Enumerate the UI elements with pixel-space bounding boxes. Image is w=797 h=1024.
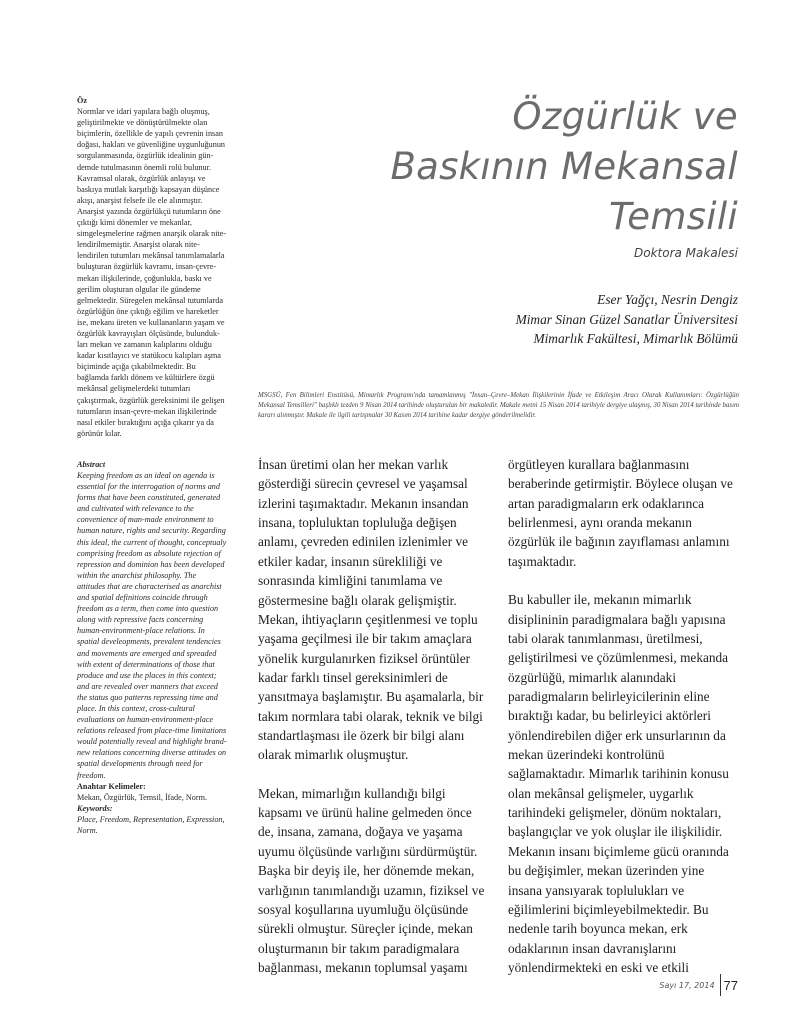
author-faculty: Mimarlık Fakültesi, Mimarlık Bölümü — [533, 331, 738, 346]
text-line: taşımaktadır. — [508, 553, 577, 569]
text-line: along with repressive facts concerning — [77, 615, 204, 625]
text-line: insana, topluluktan topluluğa değişen — [258, 515, 457, 531]
article-title — [318, 92, 738, 242]
title-line: Özgürlük ve — [512, 95, 738, 138]
text-line: kadar farklı tinsel gereksinimleri de — [258, 669, 448, 685]
text-line: kadar kısıtlayıcı ve statükocu kalıpları aşma — [77, 351, 221, 361]
text-line: etkiler kadar, insanın sürekliliği ve — [258, 553, 443, 569]
text-line: de, insana, zamana, doğaya ve yaşama — [258, 824, 463, 840]
text-line: comprising freedom as absolute rejection of — [77, 548, 221, 558]
text-line: Norm. — [77, 826, 98, 835]
text-line: repression and dominion has been developed — [77, 559, 225, 569]
text-line: gelmektedir. Süregelen mekânsal tutumlarda — [77, 295, 223, 305]
text-line: sağlamaktadır. Mimarlık tarihinin konusu — [508, 766, 729, 782]
text-line: biçiminde açığa çıkabilmektedir. Bu — [77, 362, 196, 372]
text-line: sürekli olmuştur. Süreçler içinde, mekan — [258, 921, 473, 937]
title-line: Baskının Mekansal — [390, 145, 738, 188]
text-line: doğası, hakları ve güvenliğine uygunluğunun — [77, 140, 226, 150]
text-line: sosyal koşullarına uyumluğu ölçüsünde — [258, 901, 469, 917]
text-line: bağlanması, mekanın toplumsal yaşamı — [258, 959, 468, 975]
text-line: this ideal, the current of thought, conceptualy — [77, 537, 227, 547]
text-line: with extent of determinations of those that — [77, 659, 215, 669]
text-line: geliştirilmesi ve çözümlenmesi, mekanda — [508, 650, 729, 666]
abstract-text — [77, 470, 252, 781]
text-line: olarak mimarlık oluşmuştur. — [258, 747, 409, 763]
text-line: simgeleşmelerine rağmen anarşik olarak nite- — [77, 229, 227, 239]
text-line: attitudes that are characterised as anarchist — [77, 581, 222, 591]
text-line: göstermesine bağlı olarak gelişmiştir. — [258, 592, 457, 608]
oz-text — [77, 106, 252, 439]
text-line: biçimlerin, özellikle de yapılı çevrenin insan — [77, 129, 223, 139]
text-line: kapsamı ve ürünü haline gelmeden önce — [258, 805, 472, 821]
text-line: mekânsal gelişmelerdeki tutumları — [77, 384, 191, 394]
text-line: olan mekânsal gelişmeler, uygarlık — [508, 785, 694, 801]
text-line: spatial developments through need for — [77, 759, 203, 769]
keywords-en-heading: Keywords: — [77, 803, 113, 813]
author-university: Mimar Sinan Güzel Sanatlar Üniversitesi — [515, 311, 738, 327]
text-line: geliştirilmekte ve dönüştürülmekte olan — [77, 118, 208, 128]
text-line: Mekanın insanı biçimleme gücü oranında — [508, 843, 729, 859]
text-line: belirlenmesi, aynı oranda mekanın — [508, 515, 692, 531]
text-line: nasıl etkiler bıraktığını açığa çıkarır ya da — [77, 417, 214, 427]
abstract-heading: Abstract — [77, 459, 106, 469]
page-footer — [659, 974, 738, 996]
text-line: varlığının tanımlandığı uzamın, fiziksel ve — [258, 882, 485, 898]
text-line: özgürlük ile bağının zayıflaması anlamını — [508, 534, 730, 550]
body-column-1 — [258, 455, 490, 977]
body-column-2 — [508, 455, 740, 977]
text-line: İnsan üretimi olan her mekan varlık — [258, 457, 449, 472]
text-line: freedom. — [77, 770, 106, 780]
text-line: relations released from place-time limitations — [77, 726, 227, 736]
text-line: tutumların insan-çevre-mekan ilişkilerinde — [77, 406, 217, 416]
text-line: tarihindeki gelişmeler, dönüm noktaları, — [508, 805, 722, 821]
text-line: yansıtmaya başlamıştır. Bu aşamalarla, bir — [258, 689, 484, 705]
page-number: 77 — [723, 977, 738, 993]
text-line: yönlendirmekteki en eski ve etkili — [508, 959, 689, 975]
text-line: ları mekan ve zamanın kalıplarını olduğu — [77, 340, 212, 350]
keywords-tr-heading: Anahtar Kelimeler: — [77, 781, 146, 791]
article-note: MSGSÜ, Fen Bilimleri Enstitüsü, Mimarlık Programı'nda tamamlanmış "İnsan–Çevre–Mekan İlişkilerinin İfade ve Etkileşim Aracı Olarak Kullanımları: Özgürlüğün Mekansal Temsilleri" başlıklı tezden 9 Nisan 2014 tarihinde oluşturulan bir makaledir. Makale metni 15 Nisan 2014 tarihiyle dergiye ulaşmış, 30 Nisan 2014 tarihinde basım kararı alınmıştır. Makale ile ilgili tartışmalar 30 Kasım 2014 tarihine kadar dergiye gönderilmelidir. — [258, 392, 739, 420]
keywords-en — [77, 814, 252, 836]
text-line: bu değişimler, mekan üzerinden yine — [508, 863, 705, 879]
text-line: evaluations on human-environment-place — [77, 715, 214, 725]
text-line: essential for the interrogation of norms and — [77, 482, 220, 492]
oz-heading: Öz — [77, 96, 88, 105]
text-line: gerilim oluşturan olgular ile gündeme — [77, 284, 201, 294]
text-line: sonrasında kimliğini tanımlama ve — [258, 573, 443, 589]
text-line: human nature, rights and security. Regarding — [77, 526, 226, 536]
text-line: akışı, anarşist felsefe ile ele alınmıştır. — [77, 195, 203, 205]
text-line: çıktığı kimi dönemler ve mekanlar, — [77, 218, 192, 228]
text-line: özgürlük kavrayışları ölçüsünde, bulunduk- — [77, 328, 220, 338]
text-line: paradigmaların belirleyicilerinin eline — [508, 688, 710, 704]
text-line: spatial develeopments, prevalent tendencies — [77, 637, 221, 647]
text-line: anlamı, çevreden edinilen izlenimler ve — [258, 534, 469, 550]
text-line: Keeping freedom as an ideal on agenda is — [77, 471, 215, 480]
text-line: Normlar ve idari yapılara bağlı oluşmuş, — [77, 107, 210, 117]
text-line: demde tutulmasının önemli rolü bulunur. — [77, 162, 211, 172]
text-line: baskıya mutlak karşıtlığı kapsayan düşünce — [77, 184, 220, 194]
text-line: produce and use the places in this context; — [77, 670, 217, 680]
text-line: Mekan, mimarlığın kullandığı bilgi — [258, 785, 446, 801]
text-line: örgütleyen kurallara bağlanmasını — [508, 457, 690, 472]
body-paragraph — [258, 455, 490, 765]
text-line: odaklarının insan davranışlarını — [508, 940, 677, 956]
author-names: Eser Yağçı, Nesrin Dengiz — [597, 292, 738, 307]
text-line: would potentially reveal and highlight brand- — [77, 737, 227, 747]
text-line: Mekan, ihtiyaçların çeşitlenmesi ve toplu — [258, 611, 478, 627]
text-line: özgürlüğü, mimarlık alanındaki — [508, 669, 677, 685]
text-line: tabi olarak tanımlanması, üretilmesi, — [508, 630, 703, 646]
text-line: insana yansıyarak toplulukları ve — [508, 882, 685, 898]
text-line: Bu kabuller ile, mekanın mimarlık — [508, 592, 692, 608]
text-line: and are revealed over manners that exceed — [77, 681, 218, 691]
text-line: yönlendirebilen diğer erk unsurlarının da — [508, 727, 726, 743]
text-line: and cultivated with relevance to the — [77, 504, 194, 514]
author-block — [516, 290, 738, 349]
text-line: mekan ilişkilerinde, çoğunlukla, baskı ve — [77, 273, 212, 283]
text-line: görünür kılar. — [77, 428, 122, 438]
text-line: Kavramsal olarak, özgürlük anlayışı ve — [77, 173, 206, 183]
body-paragraph — [258, 784, 490, 978]
text-line: sorgulanmasında, özgürlük idealinin gün- — [77, 151, 214, 161]
text-line: convenience of man-made environment to — [77, 515, 214, 525]
body-paragraph — [508, 590, 740, 977]
text-line: özgürlüğün öne çıktığı eğilim ve hareketler — [77, 306, 219, 316]
text-line: forms that have been constituted, generated — [77, 493, 221, 503]
text-line: buluşturan özgürlük kavramı, insan-çevre- — [77, 262, 217, 272]
text-line: lendirilmemiştir. Anarşist olarak nite- — [77, 240, 200, 250]
text-line: lendirilen tutumları mekânsal tanımlamalarla — [77, 251, 225, 261]
title-line: Temsili — [608, 195, 738, 238]
text-line: standartlaşması ile özerk bir bilgi alanı — [258, 728, 465, 744]
text-line: Anarşist yazında özgürlükçü tutumların öne — [77, 206, 221, 216]
text-line: place. In this context, cross-cultural — [77, 703, 195, 713]
text-line: bıraktığı kadar, bu belirleyici aktörleri — [508, 708, 711, 724]
text-line: yönelik kurgulanırken fiziksel örüntüler — [258, 650, 471, 666]
text-line: çakıştırmak, özgürlük gereksinimi ile gelişen — [77, 395, 225, 405]
text-line: uyumu ölçüsünde varlığını sürdürmüştür. — [258, 843, 478, 859]
text-line: and spatial definitions coincide through — [77, 593, 208, 603]
text-line: beraberinde getirmiştir. Böylece oluşan ve — [508, 476, 733, 492]
text-line: izlerini taşımaktadır. Mekanın insandan — [258, 495, 469, 511]
text-line: bağlamda farklı dönem ve kültürlere özgü — [77, 373, 215, 383]
text-line: Place, Freedom, Representation, Expression, — [77, 814, 225, 824]
text-line: ise, mekanı üreten ve kullananların yaşam ve — [77, 317, 225, 327]
text-line: freedom as a term, then come into question — [77, 604, 219, 614]
text-line: nedenle tarih boyunca mekan, erk — [508, 921, 688, 937]
text-line: the status quo patterns repressing time and — [77, 692, 218, 702]
text-line: gösterdiği sürecin çevresel ve yaşamsal — [258, 476, 468, 492]
text-line: human-environment-place relations. In — [77, 626, 205, 636]
text-line: mekan üzerindeki kontrolünü — [508, 747, 665, 763]
text-line: Başka bir deyiş ile, her dönemde mekan, — [258, 863, 475, 879]
left-sidebar — [77, 95, 252, 836]
article-subtitle: Doktora Makalesi — [634, 246, 738, 260]
text-line: yaşama geçilmesi ile bir takım amaçlara — [258, 631, 472, 647]
text-line: eğilimlerini biçimleyebilmektedir. Bu — [508, 901, 709, 917]
text-line: takım normlara tabi olarak, teknik ve bilgi — [258, 708, 483, 724]
text-line: artan paradigmaların erk odaklarınca — [508, 495, 705, 511]
text-line: disiplininin paradigmalara bağlı yapısına — [508, 611, 726, 627]
issue-label: Sayı 17, 2014 — [659, 980, 715, 990]
keywords-tr: Mekan, Özgürlük, Temsil, İfade, Norm. — [77, 792, 208, 802]
text-line: oluşturmanın bir takım paradigmalara — [258, 940, 460, 956]
text-line: and movements are emerged and spreaded — [77, 648, 217, 658]
text-line: başlangıçlar ve yok oluşlar ile ilişkilidir. — [508, 824, 723, 840]
text-line: new relations concerning diverse attitudes on — [77, 748, 227, 758]
body-paragraph — [508, 455, 740, 571]
text-line: within the anarchist philosophy. The — [77, 570, 197, 580]
